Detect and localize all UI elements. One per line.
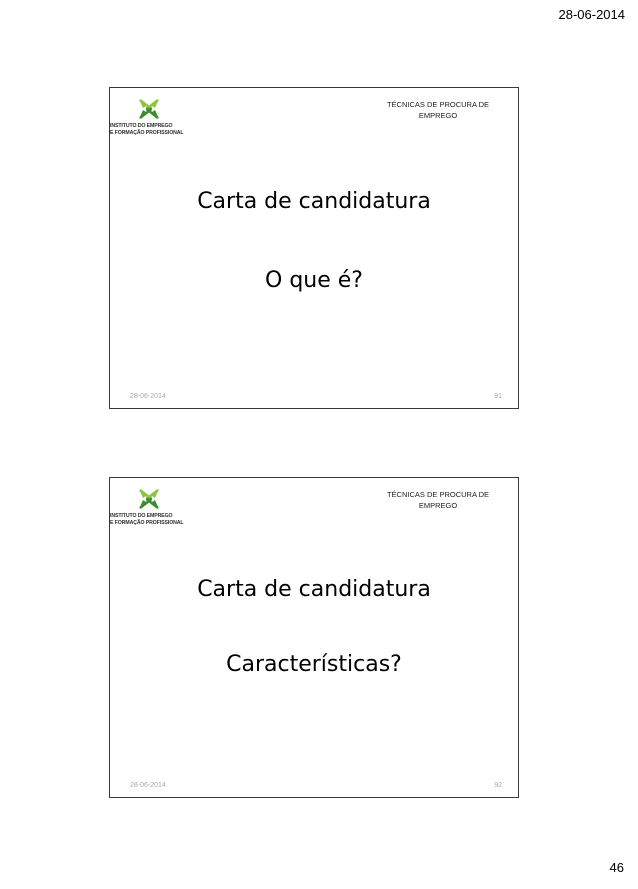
- header-line-1: TÉCNICAS DE PROCURA DE: [386, 490, 490, 499]
- slide-footer-number: 91: [494, 393, 502, 400]
- page-number: 46: [609, 860, 624, 875]
- slide-title: Carta de candidatura: [197, 577, 431, 602]
- slide-footer-date: 28-06-2014: [130, 782, 166, 789]
- logo-line-1: INSTITUTO DO EMPREGO: [110, 513, 173, 519]
- header-line-2: EMPREGO: [418, 501, 458, 510]
- logo: [110, 97, 190, 137]
- page-date: 28-06-2014: [558, 7, 625, 22]
- header-line-2: EMPREGO: [418, 111, 458, 120]
- slide-thumbnail: [109, 477, 519, 798]
- slide-header: [373, 489, 503, 511]
- slide-footer-number: 92: [494, 782, 502, 789]
- slide-subtitle: Características?: [226, 652, 402, 677]
- slide-footer-date: 28-06-2014: [130, 393, 166, 400]
- iefp-logo-icon: [137, 97, 161, 121]
- logo-line-1: INSTITUTO DO EMPREGO: [110, 123, 173, 129]
- logo: [110, 487, 190, 527]
- iefp-logo-icon: [137, 487, 161, 511]
- logo-line-2: E FORMAÇÃO PROFISSIONAL: [110, 129, 184, 136]
- logo-line-2: E FORMAÇÃO PROFISSIONAL: [110, 519, 184, 526]
- header-line-1: TÉCNICAS DE PROCURA DE: [386, 100, 490, 109]
- slide-subtitle: O que é?: [265, 268, 363, 293]
- slide-title: Carta de candidatura: [197, 189, 431, 214]
- slide-header: [373, 99, 503, 121]
- slide-thumbnail: [109, 87, 519, 409]
